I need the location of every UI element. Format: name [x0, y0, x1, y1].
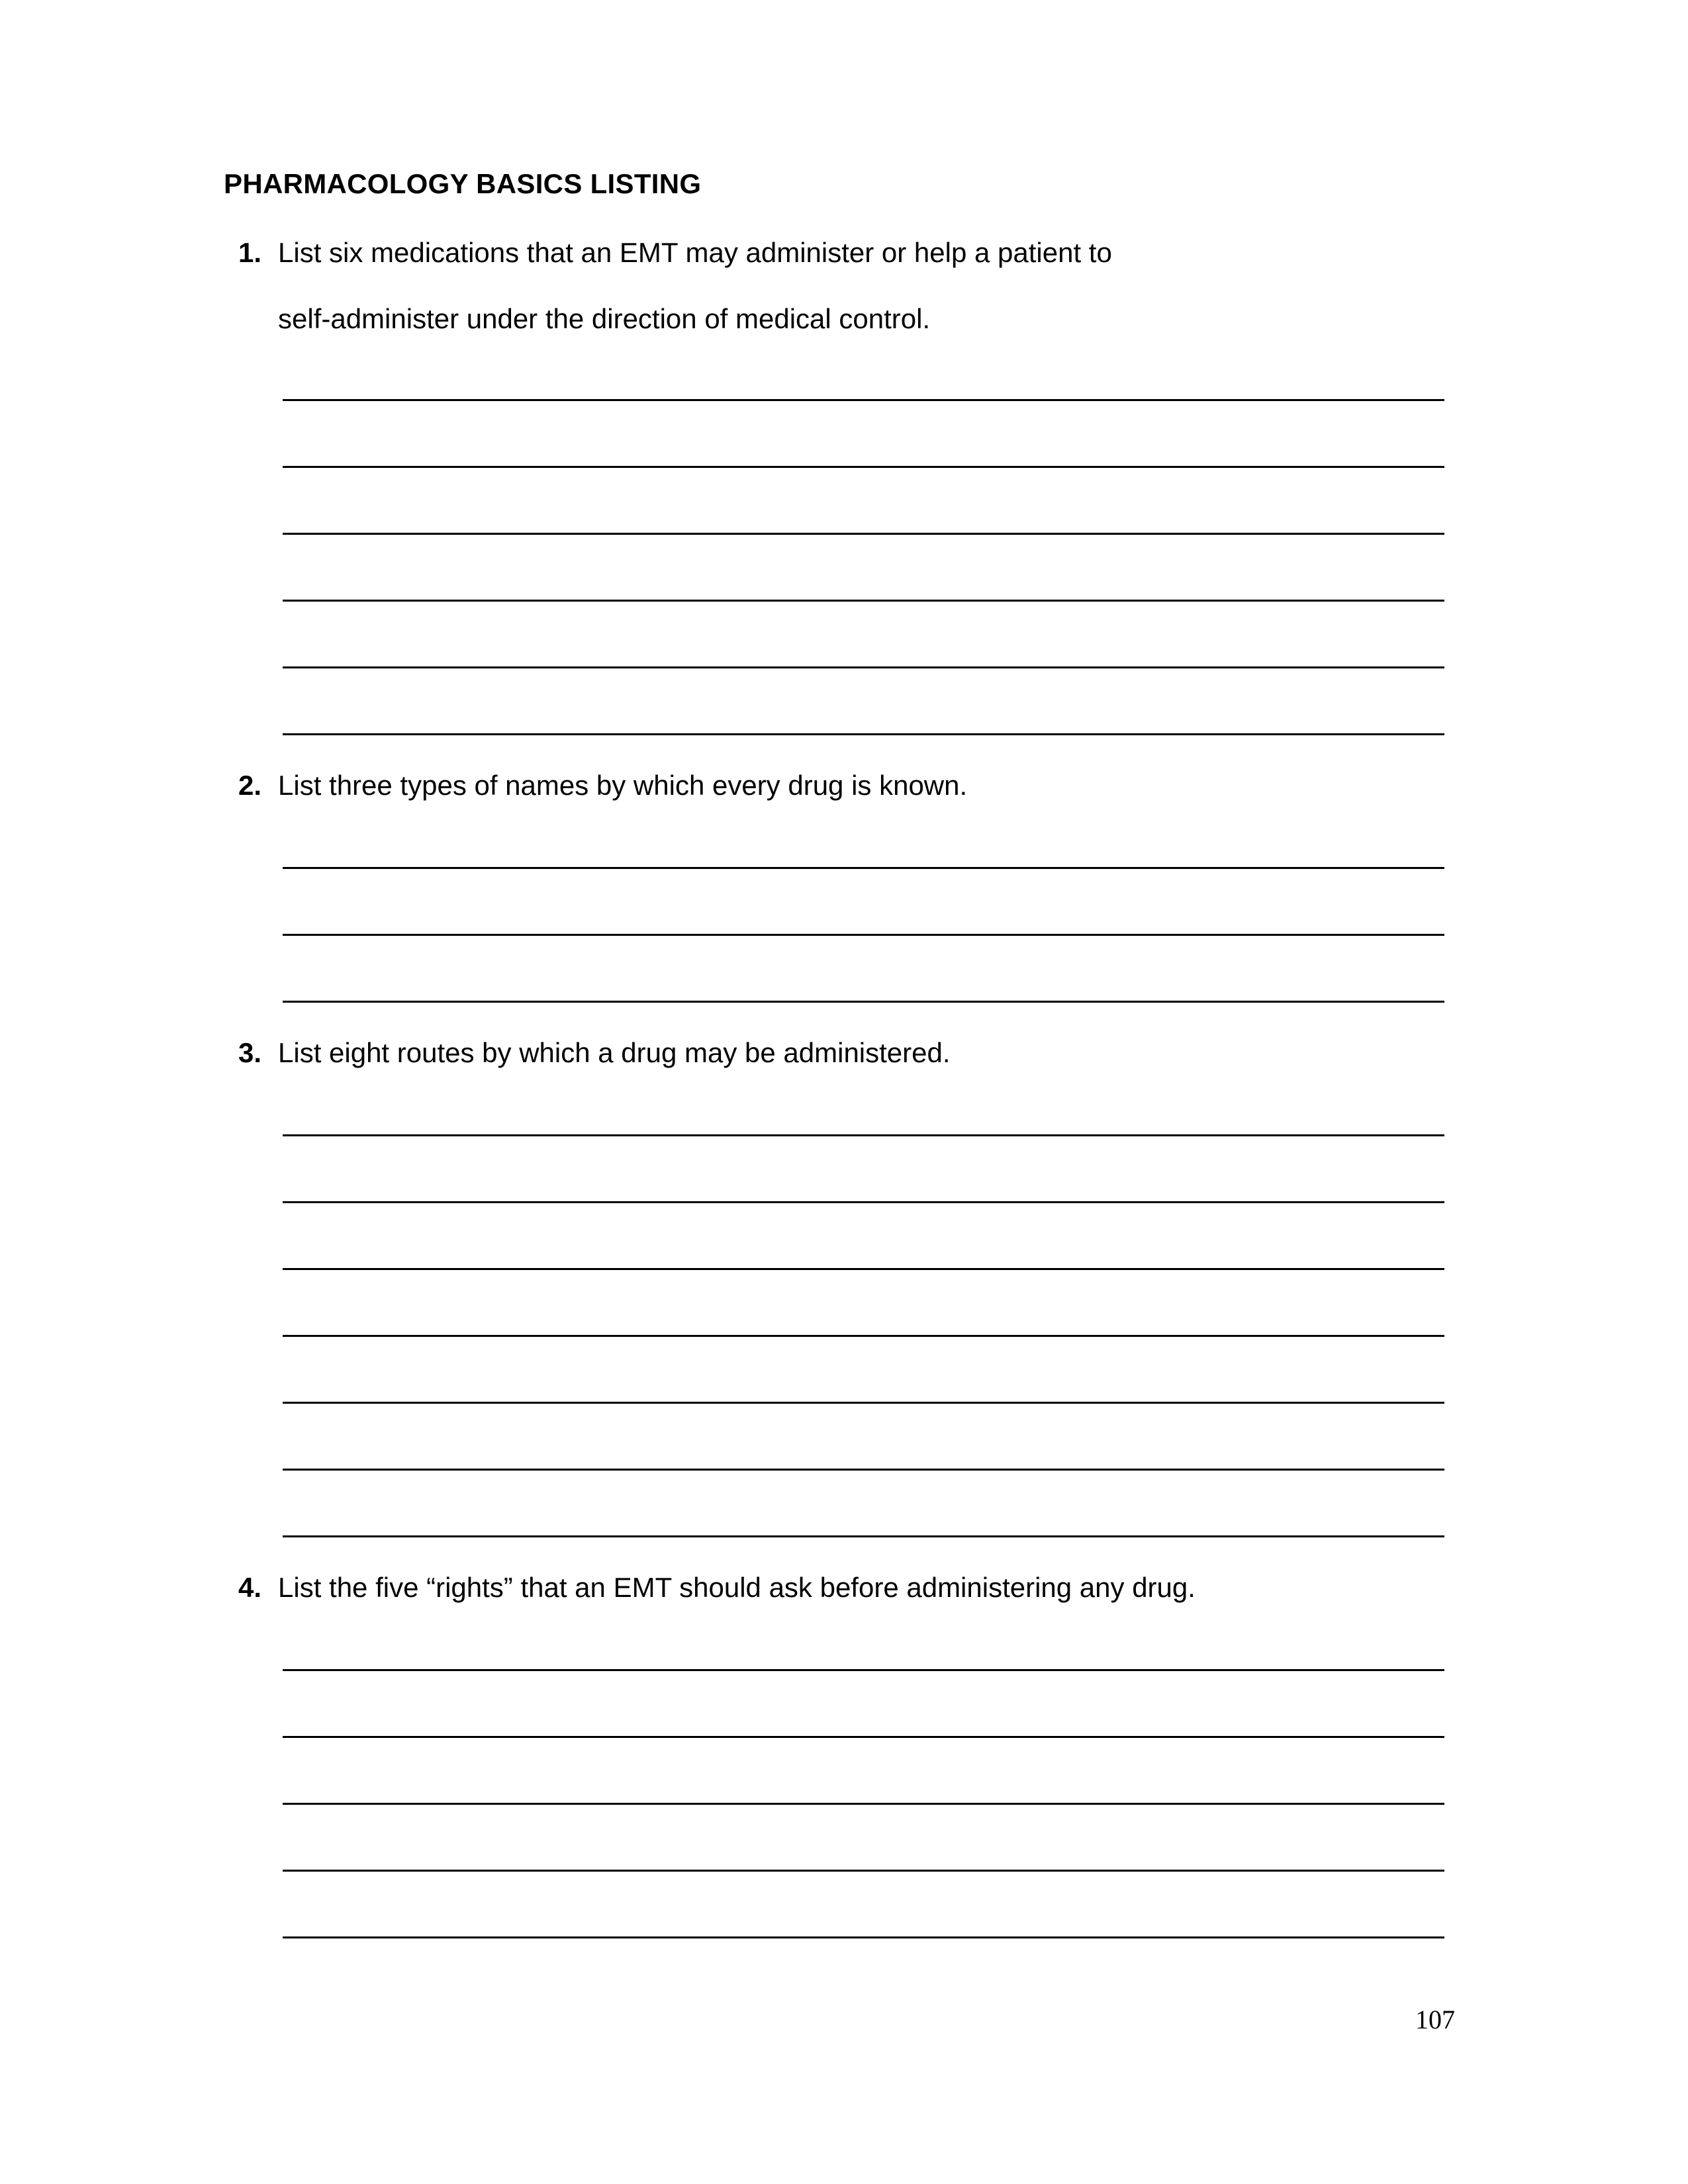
question-text: List the five “rights” that an EMT should ask before administering any drug. — [278, 1572, 1196, 1603]
answer-line[interactable] — [283, 533, 1444, 535]
answer-line[interactable] — [283, 867, 1444, 869]
question-4 — [238, 1555, 1196, 1621]
answer-line[interactable] — [283, 733, 1444, 735]
answer-line[interactable] — [283, 399, 1444, 401]
answer-line[interactable] — [283, 1870, 1444, 1872]
answer-line[interactable] — [283, 1134, 1444, 1136]
question-1 — [238, 220, 1112, 352]
answer-line[interactable] — [283, 1001, 1444, 1003]
answer-line[interactable] — [283, 1335, 1444, 1337]
answer-line[interactable] — [283, 1736, 1444, 1738]
answer-line[interactable] — [283, 1669, 1444, 1671]
answer-line[interactable] — [283, 466, 1444, 468]
answer-line[interactable] — [283, 934, 1444, 936]
question-number: 4. — [238, 1572, 262, 1603]
page-title: PHARMACOLOGY BASICS LISTING — [224, 168, 702, 199]
answer-line[interactable] — [283, 1535, 1444, 1537]
answer-line[interactable] — [283, 1803, 1444, 1805]
question-number: 2. — [238, 770, 262, 801]
answer-line[interactable] — [283, 1268, 1444, 1270]
question-number: 1. — [238, 237, 262, 268]
answer-line[interactable] — [283, 666, 1444, 668]
question-number: 3. — [238, 1037, 262, 1068]
question-2 — [238, 752, 967, 819]
page-number: 107 — [1415, 2005, 1455, 2034]
answer-line[interactable] — [283, 1936, 1444, 1938]
question-text-continued: self-administer under the direction of medical control. — [278, 303, 931, 334]
answer-line[interactable] — [283, 1469, 1444, 1471]
question-text: List three types of names by which every drug is known. — [278, 770, 968, 801]
answer-line[interactable] — [283, 600, 1444, 602]
question-text: List six medications that an EMT may administer or help a patient to — [278, 237, 1112, 268]
answer-line[interactable] — [283, 1201, 1444, 1203]
answer-line[interactable] — [283, 1402, 1444, 1404]
question-text: List eight routes by which a drug may be administered. — [278, 1037, 951, 1068]
question-3 — [238, 1020, 951, 1086]
